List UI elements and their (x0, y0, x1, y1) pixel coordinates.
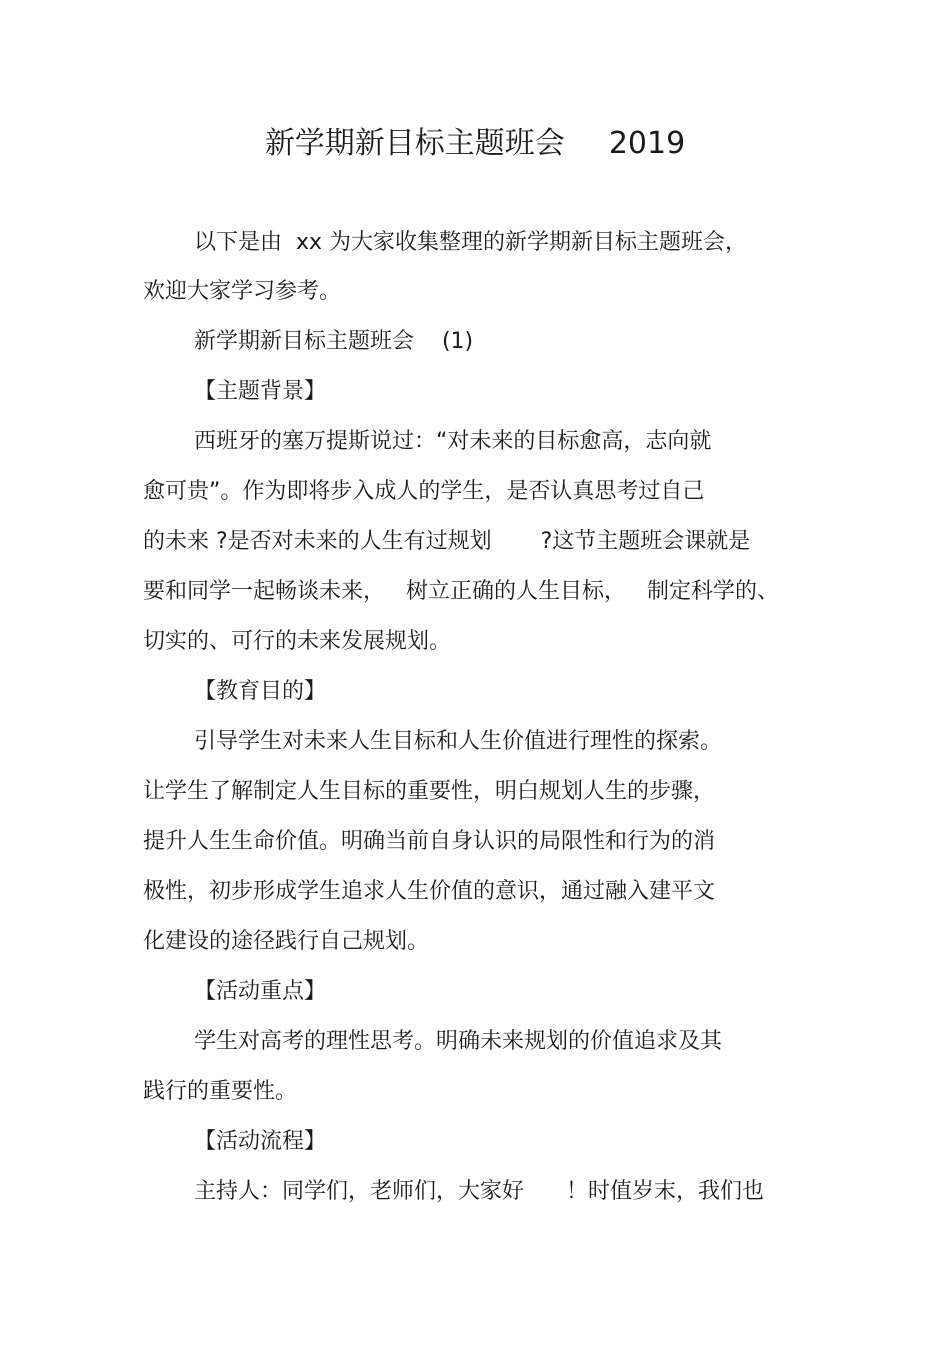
paragraph-line: 要和同学一起畅谈未来， 树立正确的人生目标， 制定科学的、 (143, 579, 779, 604)
paragraph-line: 极性，初步形成学生追求人生价值的意识，通过融入建平文 (143, 879, 716, 904)
paragraph-line: 化建设的途径践行自己规划。 (143, 929, 430, 954)
section-heading: 【活动重点】 (194, 979, 327, 1004)
paragraph-line: 以下是由 xx 为大家收集整理的新学期新目标主题班会， (194, 230, 748, 255)
section-subtitle: 新学期新目标主题班会 (1) (194, 329, 474, 354)
paragraph-line: 切实的、可行的未来发展规划。 (143, 629, 452, 654)
section-heading: 【活动流程】 (194, 1129, 327, 1154)
section-heading: 【主题背景】 (194, 379, 327, 404)
paragraph-line: 主持人：同学们，老师们，大家好 ！时值岁末，我们也 (194, 1179, 764, 1204)
paragraph-line: 让学生了解制定人生目标的重要性，明白规划人生的步骤， (143, 779, 716, 804)
paragraph-line: 引导学生对未来人生目标和人生价值进行理性的探索。 (194, 729, 723, 754)
paragraph-line: 愈可贵”。作为即将步入成人的学生，是否认真思考过自己 (143, 479, 705, 504)
title-year: 2019 (608, 126, 686, 161)
paragraph-line: 欢迎大家学习参考。 (143, 279, 342, 304)
paragraph-line: 的未来 ?是否对未来的人生有过规划 ?这节主题班会课就是 (143, 529, 751, 554)
paragraph-line: 西班牙的塞万提斯说过：“对未来的目标愈高，志向就 (194, 429, 712, 454)
paragraph-line: 提升人生生命价值。明确当前自身认识的局限性和行为的消 (143, 829, 716, 854)
section-heading: 【教育目的】 (194, 679, 327, 704)
paragraph-line: 学生对高考的理性思考。明确未来规划的价值追求及其 (194, 1029, 723, 1054)
document-title (0, 120, 950, 168)
title-text: 新学期新目标主题班会 (264, 126, 565, 161)
paragraph-line: 践行的重要性。 (143, 1079, 298, 1104)
